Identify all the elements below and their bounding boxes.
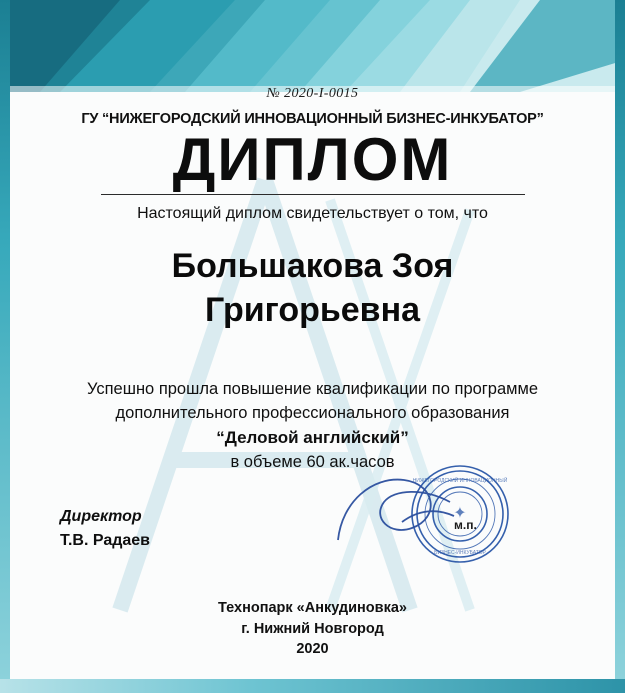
course-name: “Деловой английский” [216,428,409,448]
decorative-left-edge [0,0,10,693]
page-title: ДИПЛОМ [172,126,453,193]
certificate-subtitle: Настоящий диплом свидетельствует о том, что [137,205,488,223]
body-line-2: дополнительного профессионального образования [115,404,510,423]
svg-text:✦: ✦ [453,505,467,522]
footer-venue: Технопарк «Анкудиновка» [218,600,407,616]
footer-city: г. Нижний Новгород [241,620,384,637]
recipient-name-line2: Григорьевна [204,290,421,329]
document-number: № 2020-I-0015 [266,86,359,101]
signature-block [60,505,150,553]
official-stamp-icon [332,462,537,572]
course-hours: в объеме 60 ак.часов [230,452,395,471]
stamp-label: м.п. [454,518,477,532]
signer-role: Директор [60,508,142,525]
svg-text:БИЗНЕС-ИНКУБАТОР: БИЗНЕС-ИНКУБАТОР [434,550,486,556]
body-line-1: Успешно прошла повышение квалификации по программе [86,380,539,399]
svg-text:НИЖЕГОРОДСКИЙ ИННОВАЦИОННЫЙ: НИЖЕГОРОДСКИЙ ИННОВАЦИОННЫЙ [412,478,508,484]
certificate-content [14,0,611,693]
certificate-footer [14,598,611,660]
decorative-right-edge [615,0,625,693]
recipient-name [14,245,611,332]
title-divider [101,194,525,195]
footer-year: 2020 [296,641,329,658]
signer-name: Т.В. Радаев [60,532,151,549]
certificate-body [14,378,611,474]
organization-name: ГУ “НИЖЕГОРОДСКИЙ ИННОВАЦИОННЫЙ БИЗНЕС-ИНКУБАТОР” [81,111,544,127]
recipient-name-line1: Большакова Зоя [171,247,454,286]
